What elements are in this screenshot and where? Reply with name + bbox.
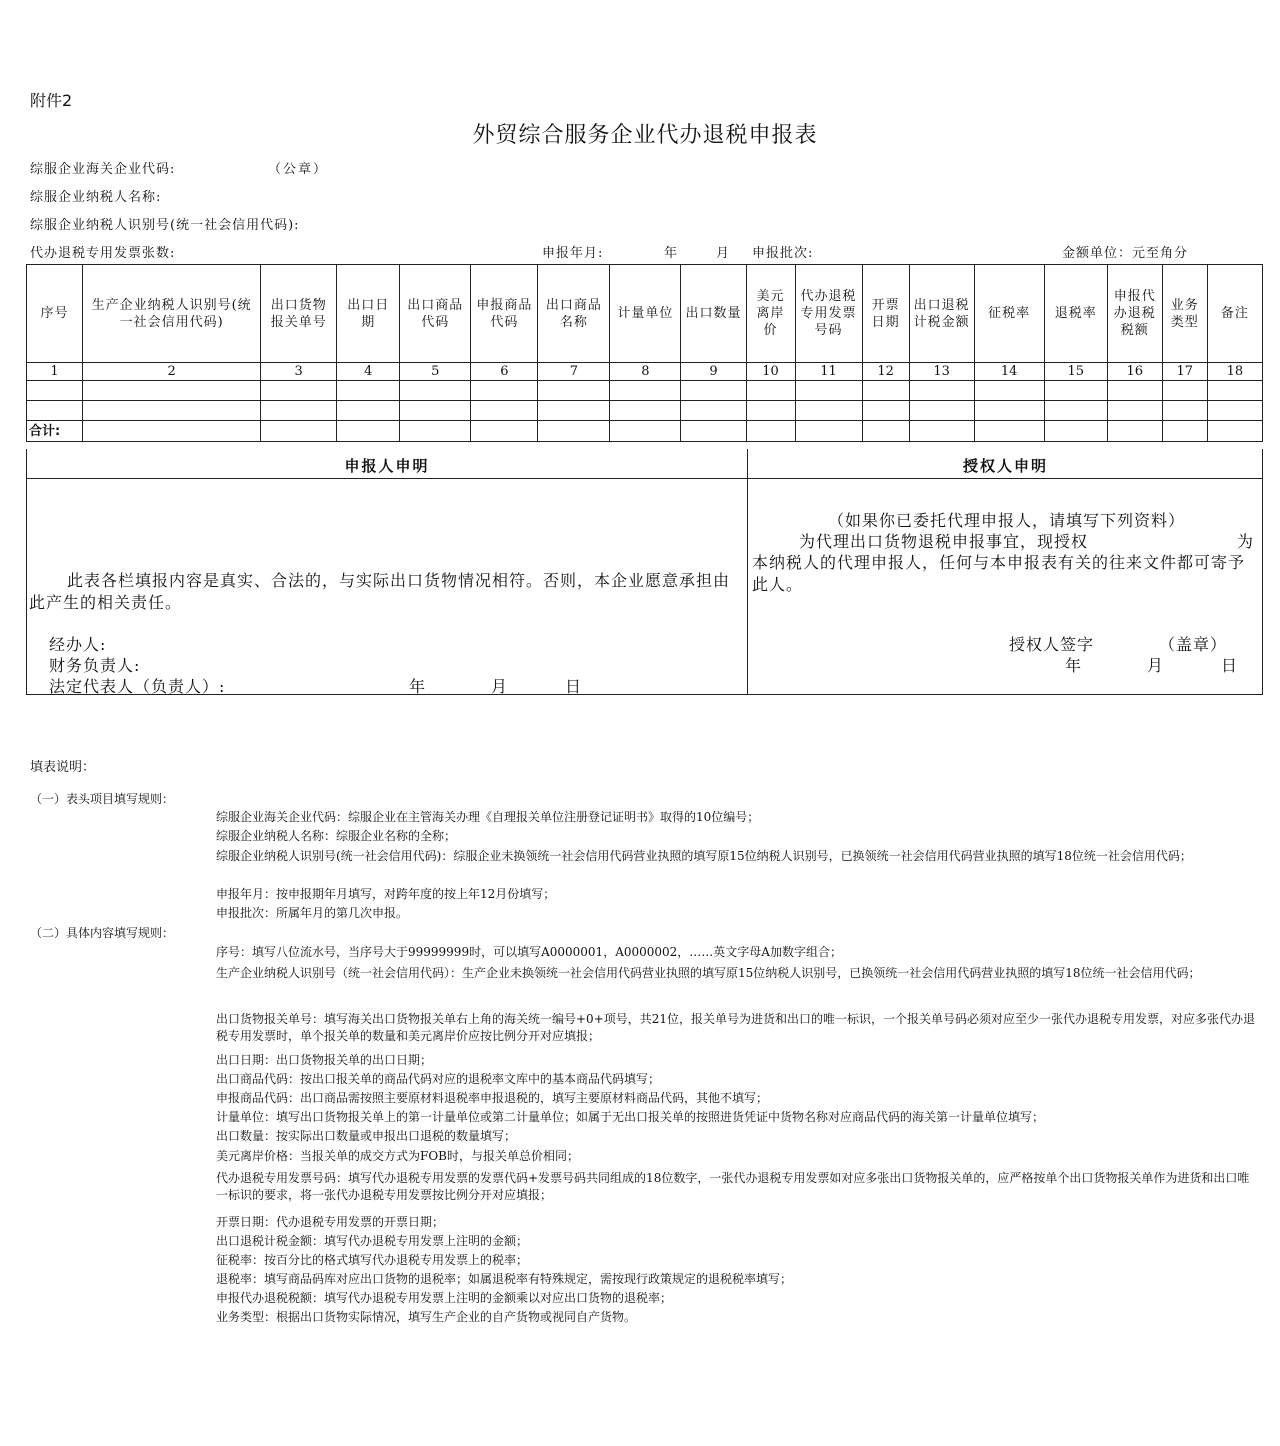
note-item: 计量单位：填写出口货物报关单上的第一计量单位或第二计量单位；如属于无出口报关单的按照进货凭证中货物名称对应商品代码的海关第一计量单位填写； [216, 1110, 1045, 1124]
table-cell[interactable] [909, 421, 974, 442]
col-header: 出口商品代码 [400, 265, 471, 363]
col-number: 8 [610, 363, 681, 381]
table-cell[interactable] [746, 421, 795, 442]
note-item: 退税率：填写商品码库对应出口货物的退税率；如属退税率有特殊规定，需按现行政策规定的退税税率填写； [216, 1272, 793, 1286]
col-number: 14 [974, 363, 1044, 381]
customs-code-label: 综服企业海关企业代码: [30, 162, 176, 177]
table-cell[interactable] [1162, 381, 1207, 401]
table-cell[interactable] [538, 381, 610, 401]
total-label: 合计: [27, 421, 83, 442]
column-number-row [27, 363, 1263, 381]
table-cell[interactable] [1162, 401, 1207, 421]
note-item: 征税率：按百分比的格式填写代办退税专用发票上的税率； [216, 1253, 529, 1267]
note-item: 美元离岸价格：当报关单的成交方式为FOB时，与报关单总价相同； [216, 1149, 579, 1163]
table-cell[interactable] [974, 381, 1044, 401]
batch-label: 申报批次: [752, 246, 814, 261]
attachment-label: 附件2 [30, 91, 73, 110]
table-cell[interactable] [746, 381, 795, 401]
table-cell[interactable] [681, 421, 746, 442]
authorizer-note: （如果你已委托代理申报人，请填写下列资料） [827, 511, 1185, 530]
auth-date-year: 年 [1065, 656, 1083, 675]
col-header: 业务类型 [1162, 265, 1207, 363]
table-cell[interactable] [337, 381, 400, 401]
table-cell[interactable] [1107, 381, 1162, 401]
table-cell[interactable] [83, 381, 261, 401]
col-header: 出口退税计税金额 [909, 265, 974, 363]
date-month: 月 [491, 677, 509, 696]
seal-label: （公章） [268, 162, 329, 177]
col-header: 开票日期 [862, 265, 909, 363]
table-cell[interactable] [681, 401, 746, 421]
table-cell[interactable] [795, 401, 862, 421]
header-row [27, 265, 1263, 363]
note-item: 出口退税计税金额：填写代办退税专用发票上注明的金额； [216, 1234, 529, 1248]
table-cell[interactable] [862, 421, 909, 442]
col-number: 13 [909, 363, 974, 381]
legal-rep-label: 法定代表人（负责人）: [49, 677, 226, 696]
table-cell[interactable] [1044, 421, 1107, 442]
col-number: 4 [337, 363, 400, 381]
table-row [27, 381, 1263, 401]
table-cell[interactable] [610, 401, 681, 421]
note-item: 申报年月：按申报期年月填写，对跨年度的按上年12月份填写； [216, 887, 556, 901]
note-item: 业务类型：根据出口货物实际情况，填写生产企业的自产货物或视同自产货物。 [216, 1310, 637, 1324]
finance-label: 财务负责人: [49, 656, 141, 675]
table-cell[interactable] [1207, 421, 1262, 442]
col-header: 退税率 [1044, 265, 1107, 363]
col-number: 18 [1207, 363, 1262, 381]
note-item: 出口货物报关单号：填写海关出口货物报关单右上角的海关统一编号+0+项号，共21位，报关单号为进货和出口的唯一标识，一个报关单号码必须对应至少一张代办退税专用发票，对应多张代办退税专用发票时，单个报关单的数量和美元离岸价应按比例分开对应填报； [216, 1012, 1256, 1043]
table-cell[interactable] [1044, 381, 1107, 401]
col-header: 出口日期 [337, 265, 400, 363]
table-cell[interactable] [862, 401, 909, 421]
date-day: 日 [565, 677, 583, 696]
table-cell[interactable] [1107, 421, 1162, 442]
declaration-section [26, 449, 1263, 695]
col-number: 5 [400, 363, 471, 381]
note-item: 开票日期：代办退税专用发票的开票日期； [216, 1215, 445, 1229]
table-cell[interactable] [681, 381, 746, 401]
section-divider [27, 478, 1262, 479]
table-cell[interactable] [610, 381, 681, 401]
table-row [27, 401, 1263, 421]
note-item: 出口商品代码：按出口报关单的商品代码对应的退税率文库中的基本商品代码填写； [216, 1072, 661, 1086]
table-cell[interactable] [471, 401, 538, 421]
table-cell[interactable] [400, 421, 471, 442]
col-header: 出口数量 [681, 265, 746, 363]
total-row [27, 421, 1263, 442]
table-cell[interactable] [862, 381, 909, 401]
col-number: 17 [1162, 363, 1207, 381]
table-cell[interactable] [1207, 381, 1262, 401]
taxpayer-id-label: 综服企业纳税人识别号(统一社会信用代码): [30, 218, 300, 233]
col-header: 生产企业纳税人识别号(统一社会信用代码) [83, 265, 261, 363]
table-cell[interactable] [261, 401, 337, 421]
table-cell[interactable] [1044, 401, 1107, 421]
table-cell[interactable] [27, 401, 83, 421]
table-cell[interactable] [909, 401, 974, 421]
col-number: 12 [862, 363, 909, 381]
auth-date-day: 日 [1221, 656, 1239, 675]
note-item: 综服企业纳税人识别号(统一社会信用代码)：综服企业未换领统一社会信用代码营业执照的填写原15位纳税人识别号，已换领统一社会信用代码营业执照的填写18位统一社会信用代码； [216, 849, 1192, 863]
col-number: 1 [27, 363, 83, 381]
table-cell[interactable] [83, 401, 261, 421]
col-header: 序号 [27, 265, 83, 363]
note-item: 申报批次：所属年月的第几次申报。 [216, 906, 409, 920]
authorizer-text-wei: 为 [1237, 532, 1255, 551]
col-header: 申报代办退税税额 [1107, 265, 1162, 363]
col-number: 6 [471, 363, 538, 381]
col-header: 计量单位 [610, 265, 681, 363]
table-cell[interactable] [795, 381, 862, 401]
col-header: 代办退税专用发票号码 [795, 265, 862, 363]
table-cell[interactable] [538, 401, 610, 421]
note-item: 生产企业纳税人识别号（统一社会信用代码）：生产企业未换领统一社会信用代码营业执照的填写原15位纳税人识别号，已换领统一社会信用代码营业执照的填写18位统一社会信用代码； [216, 966, 1201, 980]
table-cell[interactable] [27, 381, 83, 401]
table-cell[interactable] [1162, 421, 1207, 442]
note-item: 序号：填写八位流水号，当序号大于99999999时，可以填写A0000001，A0000002，……英文字母A加数字组合； [216, 945, 842, 959]
note-item: 综服企业纳税人名称：综服企业名称的全称； [216, 829, 457, 843]
col-number: 16 [1107, 363, 1162, 381]
notes-section1-title: （一）表头项目填写规则： [30, 792, 175, 806]
col-number: 15 [1044, 363, 1107, 381]
taxpayer-name-label: 综服企业纳税人名称: [30, 190, 162, 205]
section-divider [747, 449, 748, 694]
col-number: 11 [795, 363, 862, 381]
form-title: 外贸综合服务企业代办退税申报表 [472, 123, 818, 148]
notes-section2-title: （二）具体内容填写规则： [30, 926, 175, 940]
date-year: 年 [409, 677, 427, 696]
col-number: 7 [538, 363, 610, 381]
table-cell[interactable] [400, 381, 471, 401]
table-cell[interactable] [337, 421, 400, 442]
table-cell[interactable] [471, 421, 538, 442]
note-item: 代办退税专用发票号码：填写代办退税专用发票的发票代码+发票号码共同组成的18位数字，一张代办退税专用发票如对应多张出口货物报关单的，应严格按单个出口货物报关单作为进货和出口唯一标识的要求，将一张代办退税专用发票按比例分开对应填报； [216, 1171, 1250, 1202]
col-header: 美元离岸价 [746, 265, 795, 363]
notes-heading: 填表说明： [30, 760, 96, 775]
table-cell[interactable] [261, 421, 337, 442]
col-number: 2 [83, 363, 261, 381]
table-cell[interactable] [261, 381, 337, 401]
col-header: 申报商品代码 [471, 265, 538, 363]
authorizer-text-line2: 本纳税人的代理申报人，任何与本申报表有关的往来文件都可寄予此人。 [752, 553, 1246, 594]
period-month: 月 [716, 246, 731, 261]
period-year: 年 [664, 246, 679, 261]
signature-label: 授权人签字 [1009, 635, 1095, 654]
table-cell[interactable] [974, 421, 1044, 442]
table-cell[interactable] [538, 421, 610, 442]
handler-label: 经办人: [49, 635, 107, 654]
note-item: 申报商品代码：出口商品需按照主要原材料退税率申报退税的，填写主要原材料商品代码，其他不填写； [216, 1091, 769, 1105]
table-cell[interactable] [1107, 401, 1162, 421]
col-header: 出口商品名称 [538, 265, 610, 363]
auth-date-month: 月 [1147, 656, 1165, 675]
table-cell[interactable] [83, 421, 261, 442]
applicant-declaration-text: 此表各栏填报内容是真实、合法的，与实际出口货物情况相符。否则，本企业愿意承担由此产生的相关责任。 [29, 571, 731, 612]
amount-unit: 金额单位：元至角分 [1062, 246, 1189, 261]
authorizer-declaration-title: 授权人申明 [962, 457, 1048, 475]
period-label: 申报年月: [542, 246, 604, 261]
invoice-count-label: 代办退税专用发票张数: [30, 246, 176, 261]
authorizer-text-line1: 为代理出口货物退税申报事宜，现授权 [799, 532, 1089, 551]
table-cell[interactable] [909, 381, 974, 401]
col-header: 备注 [1207, 265, 1262, 363]
note-item: 出口数量：按实际出口数量或申报出口退税的数量填写； [216, 1129, 517, 1143]
note-item: 出口日期：出口货物报关单的出口日期； [216, 1053, 433, 1067]
note-item: 综服企业海关企业代码：综服企业在主管海关办理《自理报关单位注册登记证明书》取得的10位编号； [216, 810, 760, 824]
col-number: 3 [261, 363, 337, 381]
note-item: 申报代办退税税额：填写代办退税专用发票上注明的金额乘以对应出口货物的退税率； [216, 1291, 673, 1305]
table-cell[interactable] [337, 401, 400, 421]
declaration-table [26, 264, 1263, 442]
col-header: 出口货物报关单号 [261, 265, 337, 363]
col-header: 征税率 [974, 265, 1044, 363]
applicant-declaration-title: 申报人申明 [344, 457, 430, 475]
stamp-label: （盖章） [1159, 635, 1228, 654]
col-number: 10 [746, 363, 795, 381]
table-cell[interactable] [746, 401, 795, 421]
table-cell[interactable] [974, 401, 1044, 421]
table-cell[interactable] [1207, 401, 1262, 421]
table-cell[interactable] [795, 421, 862, 442]
table-cell[interactable] [471, 381, 538, 401]
table-cell[interactable] [400, 401, 471, 421]
table-cell[interactable] [610, 421, 681, 442]
col-number: 9 [681, 363, 746, 381]
